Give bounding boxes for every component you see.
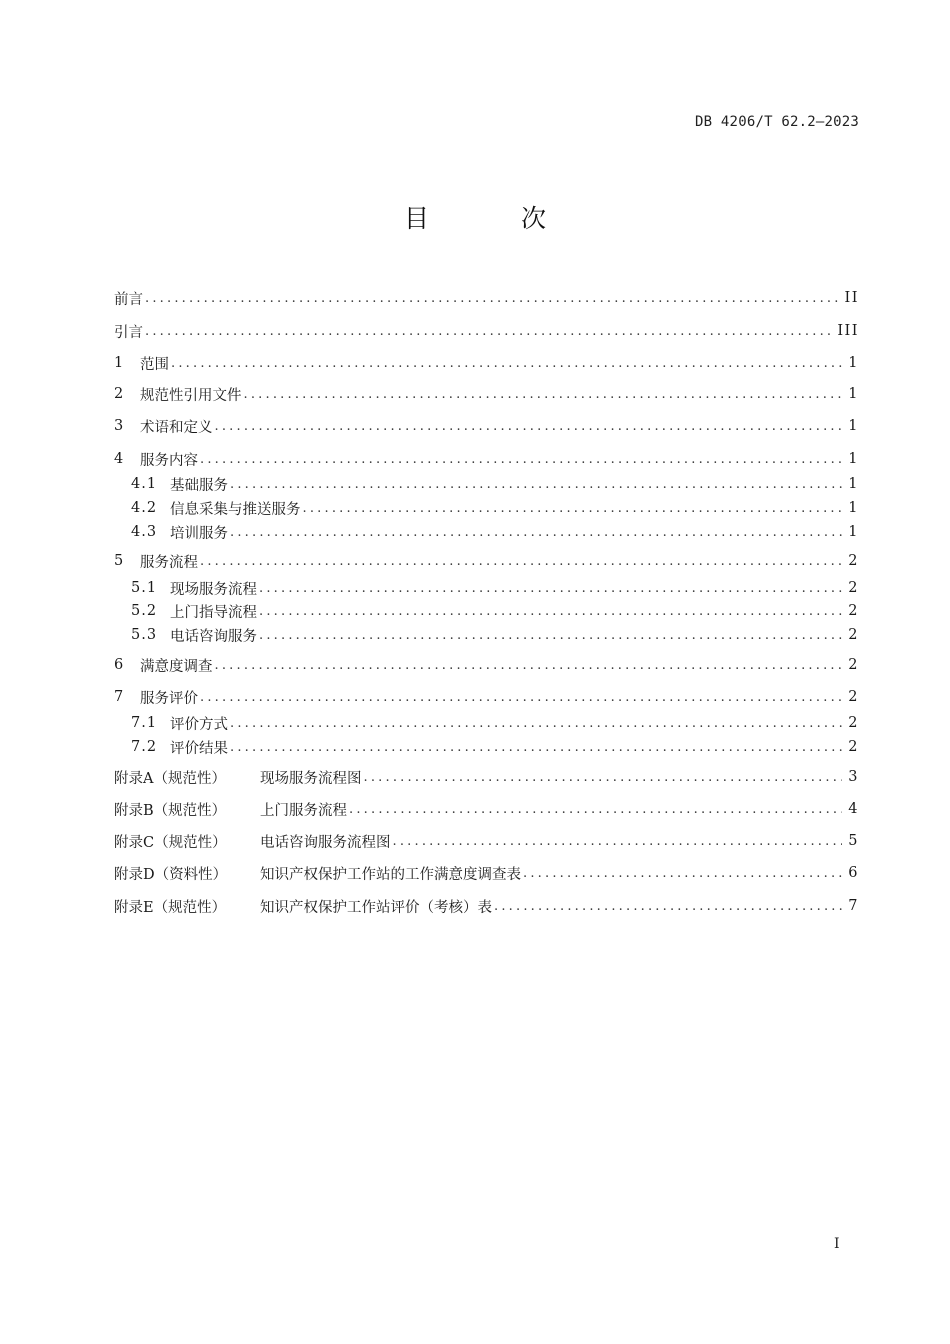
toc-entry-subsection[interactable] <box>131 473 859 495</box>
leader-dots <box>230 477 842 492</box>
toc-entry-page: 2 <box>848 553 859 569</box>
toc-entry-page: 7 <box>848 898 859 914</box>
leader-dots <box>200 690 842 705</box>
toc-entry-label: 上门服务流程 <box>260 802 347 819</box>
toc-entry-appendix-c[interactable] <box>114 830 859 852</box>
toc-entry-appendix-e[interactable] <box>114 895 859 917</box>
toc-entry-appendix-d[interactable] <box>114 862 859 884</box>
toc-entry-label: 基础服务 <box>170 477 228 494</box>
leader-dots <box>349 802 842 817</box>
toc-entry-number: 7.2 <box>131 739 158 755</box>
toc-entry-label: 满意度调查 <box>140 658 213 675</box>
toc-entry-page: 1 <box>848 355 859 371</box>
appendix-prefix: 附录E（规范性） <box>114 899 227 916</box>
appendix-prefix: 附录B（规范性） <box>114 802 227 819</box>
leader-dots <box>393 834 843 849</box>
toc-entry-page: 2 <box>848 603 859 619</box>
toc-entry-section[interactable] <box>114 654 859 676</box>
toc-entry-page: 1 <box>848 386 859 402</box>
leader-dots <box>364 770 843 785</box>
toc-entry-label: 规范性引用文件 <box>140 387 242 404</box>
appendix-prefix: 附录A（规范性） <box>114 770 226 787</box>
toc-entry-page: 2 <box>848 657 859 673</box>
toc-entry-section[interactable] <box>114 415 859 437</box>
leader-dots <box>145 324 831 339</box>
leader-dots <box>215 419 843 434</box>
toc-entry-number: 5.1 <box>131 580 158 596</box>
leader-dots <box>303 501 843 516</box>
toc-entry-label: 术语和定义 <box>140 419 213 436</box>
leader-dots <box>244 387 843 402</box>
toc-entry-number: 2 <box>114 386 124 402</box>
toc-entry-label: 评价结果 <box>170 740 228 757</box>
leader-dots <box>259 628 842 643</box>
toc-entry-page: 1 <box>848 476 859 492</box>
toc-entry-page: 6 <box>848 865 859 881</box>
toc-entry-number: 5.2 <box>131 603 158 619</box>
toc-entry-section[interactable] <box>114 550 859 572</box>
toc-entry-subsection[interactable] <box>131 521 859 543</box>
leader-dots <box>523 866 842 881</box>
toc-entry-page: 1 <box>848 418 859 434</box>
toc-entry-page: 3 <box>848 769 859 785</box>
leader-dots <box>171 356 842 371</box>
toc-entry-section[interactable] <box>114 448 859 470</box>
toc-entry-label: 现场服务流程 <box>170 581 257 598</box>
toc-entry-number: 4.3 <box>131 524 158 540</box>
toc-entry-number: 4.1 <box>131 476 158 492</box>
toc-entry-page: II <box>844 290 859 306</box>
toc-entry-number: 6 <box>114 657 124 673</box>
leader-dots <box>230 525 842 540</box>
toc-entry-label: 服务评价 <box>140 690 198 707</box>
appendix-prefix: 附录D（资料性） <box>114 866 228 883</box>
toc-entry-label: 培训服务 <box>170 525 228 542</box>
toc-entry-label: 引言 <box>114 324 143 341</box>
leader-dots <box>259 581 842 596</box>
toc-entry-number: 7.1 <box>131 715 158 731</box>
toc-entry-appendix-b[interactable] <box>114 798 859 820</box>
toc-entry-label: 范围 <box>140 356 169 373</box>
toc-entry-number: 5 <box>114 553 124 569</box>
toc-entry-foreword[interactable] <box>114 287 859 309</box>
toc-entry-label: 知识产权保护工作站评价（考核）表 <box>260 899 492 916</box>
toc-entry-number: 3 <box>114 418 124 434</box>
toc-entry-label: 信息采集与推送服务 <box>170 501 301 518</box>
toc-entry-page: 4 <box>848 801 859 817</box>
toc-entry-page: 2 <box>848 739 859 755</box>
toc-entry-section[interactable] <box>114 686 859 708</box>
leader-dots <box>494 899 842 914</box>
toc-entry-page: 2 <box>848 715 859 731</box>
document-code: DB 4206/T 62.2—2023 <box>695 114 859 130</box>
leader-dots <box>215 658 843 673</box>
leader-dots <box>200 554 842 569</box>
toc-entry-section[interactable] <box>114 352 859 374</box>
toc-entry-appendix-a[interactable] <box>114 766 859 788</box>
toc-entry-page: 2 <box>848 580 859 596</box>
toc-entry-number: 7 <box>114 689 124 705</box>
toc-entry-label: 服务流程 <box>140 554 198 571</box>
toc-entry-label: 上门指导流程 <box>170 604 257 621</box>
toc-entry-subsection[interactable] <box>131 624 859 646</box>
toc-entry-page: 5 <box>848 833 859 849</box>
toc-entry-label: 知识产权保护工作站的工作满意度调查表 <box>260 866 521 883</box>
toc-entry-number: 4.2 <box>131 500 158 516</box>
toc-entry-subsection[interactable] <box>131 736 859 758</box>
toc-entry-subsection[interactable] <box>131 712 859 734</box>
page-number: I <box>834 1236 840 1252</box>
toc-entry-number: 4 <box>114 451 124 467</box>
toc-entry-label: 评价方式 <box>170 716 228 733</box>
toc-entry-label: 电话咨询服务 <box>170 628 257 645</box>
toc-entry-introduction[interactable] <box>114 320 859 342</box>
toc-entry-page: 1 <box>848 500 859 516</box>
appendix-prefix: 附录C（规范性） <box>114 834 227 851</box>
toc-entry-page: 2 <box>848 689 859 705</box>
toc-entry-label: 现场服务流程图 <box>260 770 362 787</box>
leader-dots <box>200 452 842 467</box>
toc-entry-page: 1 <box>848 451 859 467</box>
toc-entry-label: 服务内容 <box>140 452 198 469</box>
toc-entry-subsection[interactable] <box>131 497 859 519</box>
leader-dots <box>259 604 842 619</box>
toc-entry-number: 1 <box>114 355 124 371</box>
toc-entry-section[interactable] <box>114 383 859 405</box>
toc-entry-page: III <box>837 323 859 339</box>
toc-entry-page: 2 <box>848 627 859 643</box>
toc-entry-number: 5.3 <box>131 627 158 643</box>
leader-dots <box>145 291 839 306</box>
toc-entry-label: 电话咨询服务流程图 <box>260 834 391 851</box>
toc-entry-subsection[interactable] <box>131 600 859 622</box>
page-title: 目 次 <box>404 204 588 233</box>
leader-dots <box>230 740 842 755</box>
toc-entry-subsection[interactable] <box>131 577 859 599</box>
leader-dots <box>230 716 842 731</box>
toc-entry-label: 前言 <box>114 291 143 308</box>
toc-entry-page: 1 <box>848 524 859 540</box>
